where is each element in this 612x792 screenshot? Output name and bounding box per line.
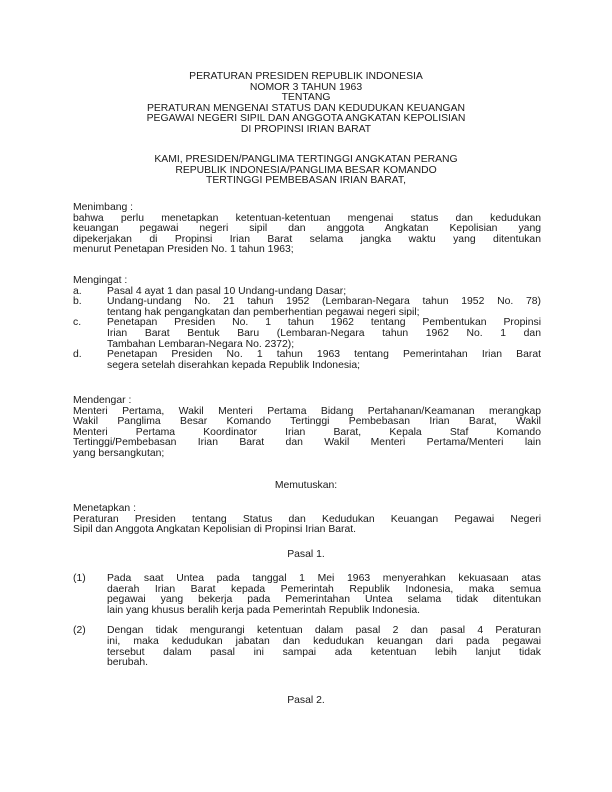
memutuskan-heading: Memutuskan: — [274, 480, 338, 491]
header-line: DI PROPINSI IRIAN BARAT — [240, 123, 372, 135]
mendengar-line: Tertinggi/Pembebasan Irian Barat dan Wakil Menteri Pertama/Menteri lain — [73, 437, 541, 449]
ayat-marker: (1) — [73, 573, 86, 584]
menimbang-line: keuangan pegawai negeri sipil dan anggota Angkatan Kepolisian yang — [73, 223, 541, 235]
menimbang-title: Menimbang : — [73, 202, 134, 213]
mengingat-title: Mengingat : — [73, 275, 128, 286]
header-line: PEGAWAI NEGERI SIPIL DAN ANGGOTA ANGKATAN KEPOLISIAN — [146, 113, 466, 125]
pasal-2-heading: Pasal 2. — [287, 695, 325, 706]
pasal-1-heading: Pasal 1. — [287, 549, 325, 560]
item-marker: a. — [73, 285, 82, 297]
header-line: NOMOR 3 TAHUN 1963 — [249, 81, 363, 93]
mendengar-line: Menteri Pertama, Wakil Menteri Pertama Bidang Pertahanan/Keamanan merangkap — [73, 405, 541, 417]
kami-block — [0, 155, 612, 187]
mengingat-item-d — [73, 350, 541, 371]
header-line: PERATURAN MENGENAI STATUS DAN KEDUDUKAN KEUANGAN — [146, 102, 466, 114]
ayat-line: ini, maka kedudukan jabatan dan kedudukan keuangan dari pada pegawai — [107, 635, 541, 647]
pasal-1-ayat-1 — [73, 574, 541, 616]
ayat-line: Dengan tidak mengurangi ketentuan dalam pasal 2 dan pasal 4 Peraturan — [107, 625, 541, 637]
menetapkan-section — [73, 504, 541, 536]
mendengar-line: Wakil Panglima Besar Komando Tertinggi Pembebasan Irian Barat, Wakil — [73, 416, 541, 428]
item-line: segera setelah diserahkan kepada Republik Indonesia; — [107, 359, 361, 371]
menetapkan-line: Sipil dan Anggota Angkatan Kepolisian di Propinsi Irian Barat. — [73, 524, 357, 536]
item-line: Irian Barat Bentuk Baru (Lembaran-Negara tahun 1962 No. 1 dan — [107, 327, 541, 339]
pasal-1-ayat-2 — [73, 626, 541, 668]
mendengar-section — [73, 396, 541, 460]
mendengar-line: Menteri Pertama Koordinator Irian Barat, Kepala Staf Komando — [73, 426, 541, 438]
ayat-line: Pada saat Untea pada tanggal 1 Mei 1963 menyerahkan kekuasaan atas — [107, 573, 541, 584]
document-header — [0, 72, 612, 136]
menimbang-line: dipekerjakan di Propinsi Irian Barat selama jangka waktu yang ditentukan — [73, 233, 541, 245]
menimbang-line: bahwa perlu menetapkan ketentuan-ketentuan mengenai status dan kedudukan — [73, 212, 541, 224]
menetapkan-title: Menetapkan : — [73, 503, 136, 514]
item-line: tentang hak pengangkatan dan pemberhentian pegawai negeri sipil; — [107, 306, 420, 318]
ayat-line: berubah. — [107, 657, 149, 669]
mengingat-item-b — [73, 297, 541, 318]
item-line: Pasal 4 ayat 1 dan pasal 10 Undang-undang Dasar; — [107, 285, 347, 297]
mengingat-section — [73, 276, 541, 371]
menimbang-section — [73, 203, 541, 256]
item-marker: c. — [73, 317, 82, 329]
ayat-line: daerah Irian Barat kepada Pemerintah Republik Indonesia, maka semua — [107, 583, 541, 595]
item-line: Penetapan Presiden No. 1 tahun 1963 tentang Pemerintahan Irian Barat — [107, 349, 541, 361]
ayat-line: lain yang khusus beralih kerja pada Pemerintah Republik Indonesia. — [107, 604, 421, 616]
ayat-marker: (2) — [73, 625, 86, 637]
menimbang-line: menurut Penetapan Presiden No. 1 tahun 1963; — [73, 244, 294, 256]
item-line: Undang-undang No. 21 tahun 1952 (Lembaran-Negara tahun 1952 No. 78) — [107, 296, 541, 308]
mendengar-title: Mendengar : — [73, 395, 132, 406]
header-line: PERATURAN PRESIDEN REPUBLIK INDONESIA — [189, 71, 423, 82]
item-marker: d. — [73, 349, 82, 361]
pasal-1-body — [73, 574, 541, 669]
kami-line: TERTINGGI PEMBEBASAN IRIAN BARAT, — [206, 175, 406, 187]
ayat-line: tersebut dalam pasal ini sampai ada ketentuan lebih lanjut tidak — [107, 646, 541, 658]
kami-line: KAMI, PRESIDEN/PANGLIMA TERTINGGI ANGKATAN PERANG — [154, 154, 458, 165]
mengingat-item-c — [73, 318, 541, 350]
item-marker: b. — [73, 296, 82, 308]
kami-line: REPUBLIK INDONESIA/PANGLIMA BESAR KOMANDO — [175, 164, 437, 176]
item-line: Tambahan Lembaran-Negara No. 2372); — [107, 338, 295, 350]
header-line: TENTANG — [281, 92, 331, 104]
mendengar-line: yang bersangkutan; — [73, 447, 165, 459]
menetapkan-line: Peraturan Presiden tentang Status dan Kedudukan Keuangan Pegawai Negeri — [73, 513, 541, 525]
ayat-line: pegawai yang bekerja pada Pemerintahan Untea selama tidak ditentukan — [107, 594, 541, 606]
item-line: Penetapan Presiden No. 1 tahun 1962 tentang Pembentukan Propinsi — [107, 317, 541, 329]
